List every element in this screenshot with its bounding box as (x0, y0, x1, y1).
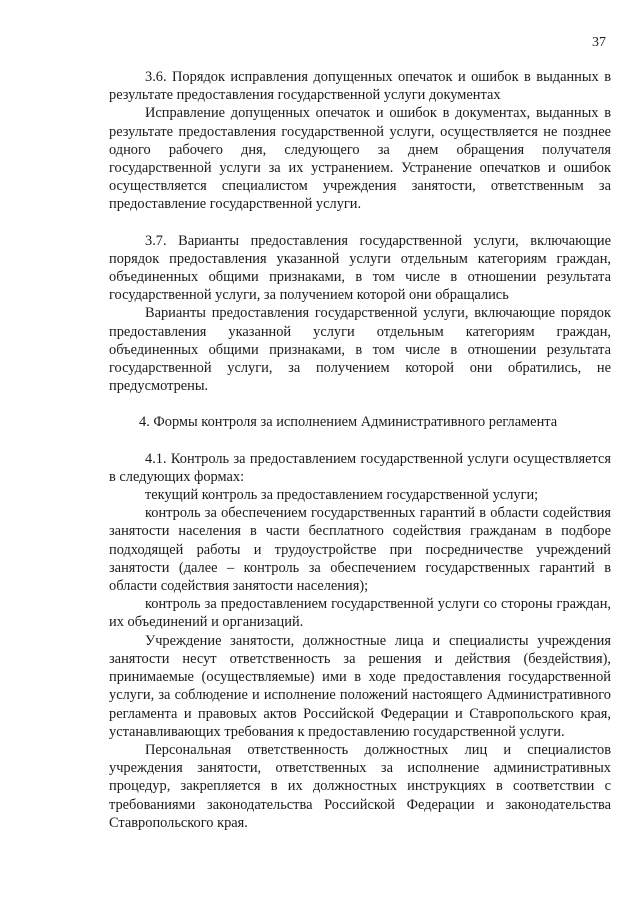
personal-responsibility-paragraph: Персональная ответственность должностных лиц и специалистов учреждения занятости, ответственных за исполнение административных процедур, закрепляется в их должностных инструкциях в соответствии с требованиями законодательства Российской Федерации и законодательства Ставропольского края. (109, 741, 611, 831)
document-body (109, 68, 611, 832)
section-3-7-body: Варианты предоставления государственной услуги, включающие порядок предоставления указанной услуги отдельным категориям граждан, объединенных общими признаками, в том числе в отношении результата государственной услуги, за получением которой они обратились, не предусмотрены. (109, 305, 611, 395)
section-3-7-title: 3.7. Варианты предоставления государственной услуги, включающие порядок предоставления указанной услуги отдельным категориям граждан, объединенных общими признаками, в том числе в отношении результата государственной услуги, за получением которой они обращались (109, 232, 611, 304)
section-4-1-intro: 4.1. Контроль за предоставлением государственной услуги осуществляется в следующих формах: (109, 450, 611, 485)
page-number: 37 (592, 35, 606, 50)
control-form-citizens: контроль за предоставлением государственной услуги со стороны граждан, их объединений и организаций. (109, 596, 611, 631)
section-3-6-body: Исправление допущенных опечаток и ошибок в документах, выданных в результате предоставления государственной услуги, осуществляется не позднее одного рабочего дня, следующего за днем обращения получателя государственной услуги за их устранением. Устранение опечатков и ошибок осуществляется специалистом учреждения занятости, ответственным за предоставление государственной услуги. (109, 105, 611, 213)
responsibility-paragraph: Учреждение занятости, должностные лица и специалисты учреждения занятости несут ответственность за решения и действия (бездействия), принимаемые (осуществляемые) ими в ходе предоставления государственной услуги, за соблюдение и исполнение положений настоящего Административного регламента и правовых актов Российской Федерации и Ставропольского края, устанавливающих требования к предоставлению государственной услуги. (109, 632, 611, 740)
section-3-6-title: 3.6. Порядок исправления допущенных опечаток и ошибок в выданных в результате предоставления государственной услуги документах (109, 69, 611, 104)
control-form-current: текущий контроль за предоставлением государственной услуги; (145, 487, 539, 504)
section-4-heading: 4. Формы контроля за исполнением Административного регламента (139, 414, 558, 431)
control-form-guarantees: контроль за обеспечением государственных гарантий в области содействия занятости населения в части бесплатного содействия гражданам в подборе подходящей работы и трудоустройстве при посредничестве учреждений занятости (далее – контроль за обеспечением государственных гарантий в области содействия занятости населения); (109, 505, 611, 595)
